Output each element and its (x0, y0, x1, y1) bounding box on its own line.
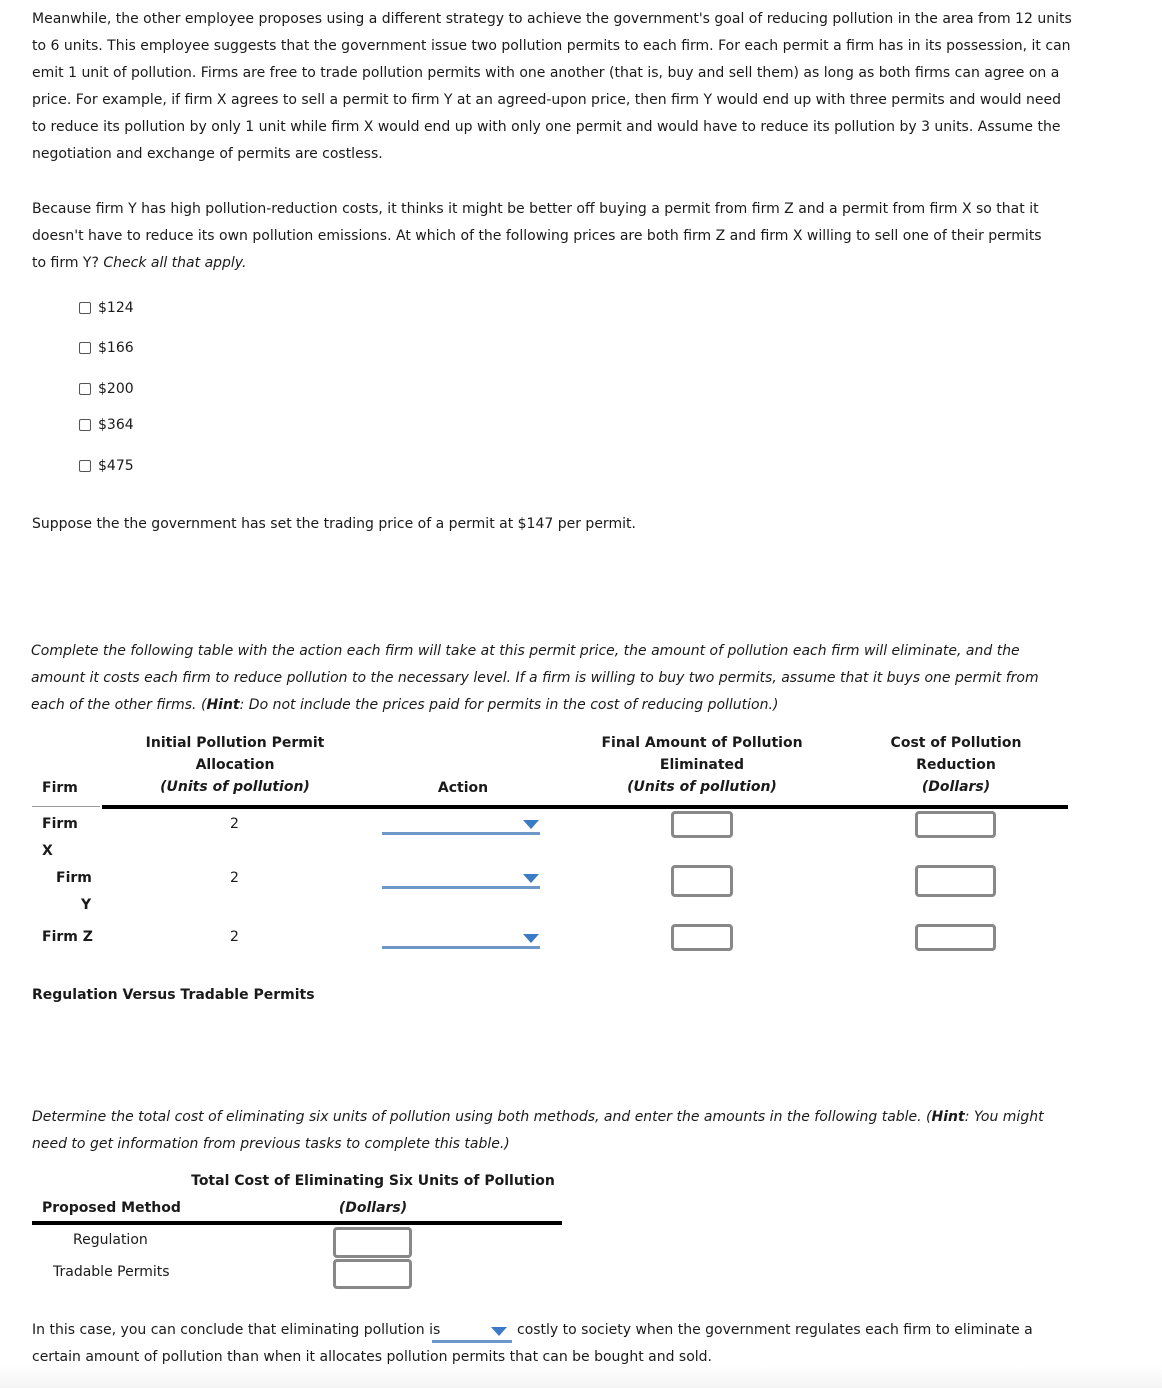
checkbox[interactable] (79, 419, 91, 431)
option-166[interactable]: $166 (79, 339, 134, 357)
header-allocation: Initial Pollution Permit Allocation (Units of pollution) (145, 735, 325, 795)
action-dropdown-z[interactable] (382, 946, 540, 949)
option-364[interactable]: $364 (79, 416, 134, 434)
question-text: Because firm Y has high pollution-reduction costs, it thinks it might be better off buying a permit from firm Z and a permit from firm X so that it doesn't have to reduce its own pollution emissions. At which of the following prices are both firm Z and firm X willing to sell one of their permits to firm Y? Check all that apply. (32, 201, 1042, 271)
firm-y-label: Firm (56, 870, 92, 886)
regulation-cost-input[interactable] (333, 1227, 412, 1258)
question-instruction: Check all that apply. (103, 255, 247, 271)
option-124[interactable]: $124 (79, 299, 134, 317)
header-rule-firm (32, 806, 100, 807)
eliminated-input-y[interactable] (671, 865, 733, 897)
eliminated-input-x[interactable] (671, 811, 733, 838)
bottom-fade (0, 1366, 1162, 1388)
firm-x-label: Firm (42, 816, 78, 832)
chevron-down-icon[interactable] (523, 820, 539, 829)
eliminated-input-z[interactable] (671, 924, 733, 951)
header-action: Action (437, 780, 489, 796)
firm-y-letter: Y (81, 897, 92, 913)
table2-header-method: Proposed Method (42, 1200, 181, 1216)
table2-header-title: Total Cost of Eliminating Six Units of Pollution (191, 1173, 555, 1189)
action-dropdown-x[interactable] (382, 832, 540, 835)
conclusion-dropdown[interactable] (432, 1340, 512, 1343)
firm-x-letter: X (42, 843, 53, 859)
checkbox[interactable] (79, 460, 91, 472)
firm-y-allocation: 2 (230, 870, 239, 886)
conclusion-line2: certain amount of pollution than when it allocates pollution permits that can be bought and sold. (32, 1349, 713, 1365)
firm-z-label: Firm Z (42, 929, 93, 945)
row-tradable-permits: Tradable Permits (53, 1264, 170, 1280)
chevron-down-icon[interactable] (491, 1327, 507, 1336)
cost-input-x[interactable] (915, 811, 996, 838)
option-200[interactable]: $200 (79, 380, 134, 398)
firm-x-allocation: 2 (230, 816, 239, 832)
cost-input-z[interactable] (915, 924, 996, 951)
firm-z-allocation: 2 (230, 929, 239, 945)
checkbox[interactable] (79, 383, 91, 395)
header-eliminated: Final Amount of Pollution Eliminated (Units of pollution) (601, 735, 803, 795)
price-statement: Suppose the the government has set the trading price of a permit at $147 per permit. (32, 516, 636, 532)
header-cost: Cost of Pollution Reduction (Dollars) (890, 735, 1022, 795)
row-regulation: Regulation (73, 1232, 148, 1248)
chevron-down-icon[interactable] (523, 934, 539, 943)
header-firm: Firm (42, 780, 78, 796)
conclusion-after: costly to society when the government regulates each firm to eliminate a (517, 1322, 1033, 1338)
cost-input-y[interactable] (915, 865, 996, 897)
action-dropdown-y[interactable] (382, 886, 540, 889)
table1-instructions: Complete the following table with the action each firm will take at this permit price, the amount of pollution each firm will eliminate, and the amount it costs each firm to reduce pollution to the necessary level. If a firm is willing to buy two permits, assume that it buys one permit from each of the other firms. (Hint: Do not include the prices paid for permits in the cost of reducing pollution.) (31, 643, 1039, 713)
chevron-down-icon[interactable] (523, 874, 539, 883)
table2-instructions: Determine the total cost of eliminating six units of pollution using both methods, and enter the amounts in the following table. (Hint: You might need to get information from previous tasks to complete this table.) (32, 1109, 1044, 1152)
table2-header-units: (Dollars) (338, 1200, 408, 1216)
checkbox[interactable] (79, 342, 91, 354)
conclusion-before: In this case, you can conclude that eliminating pollution is (32, 1322, 441, 1338)
tradable-cost-input[interactable] (333, 1259, 412, 1289)
intro-paragraph: Meanwhile, the other employee proposes using a different strategy to achieve the government's goal of reducing pollution in the area from 12 units to 6 units. This employee suggests that the government issue two pollution permits to each firm. For each permit a firm has in its possession, it can emit 1 unit of pollution. Firms are free to trade pollution permits with one another (that is, buy and sell them) as long as both firms can agree on a price. For example, if firm X agrees to sell a permit to firm Y at an agreed-upon price, then firm Y would end up with three permits and would need to reduce its pollution by only 1 unit while firm X would end up with only one permit and would have to reduce its pollution by 3 units. Assume the negotiation and exchange of permits are costless. (32, 11, 1072, 162)
option-475[interactable]: $475 (79, 457, 134, 475)
table2-header-rule (32, 1221, 562, 1225)
section-heading: Regulation Versus Tradable Permits (32, 987, 315, 1003)
header-rule (102, 805, 1068, 809)
checkbox[interactable] (79, 302, 91, 314)
